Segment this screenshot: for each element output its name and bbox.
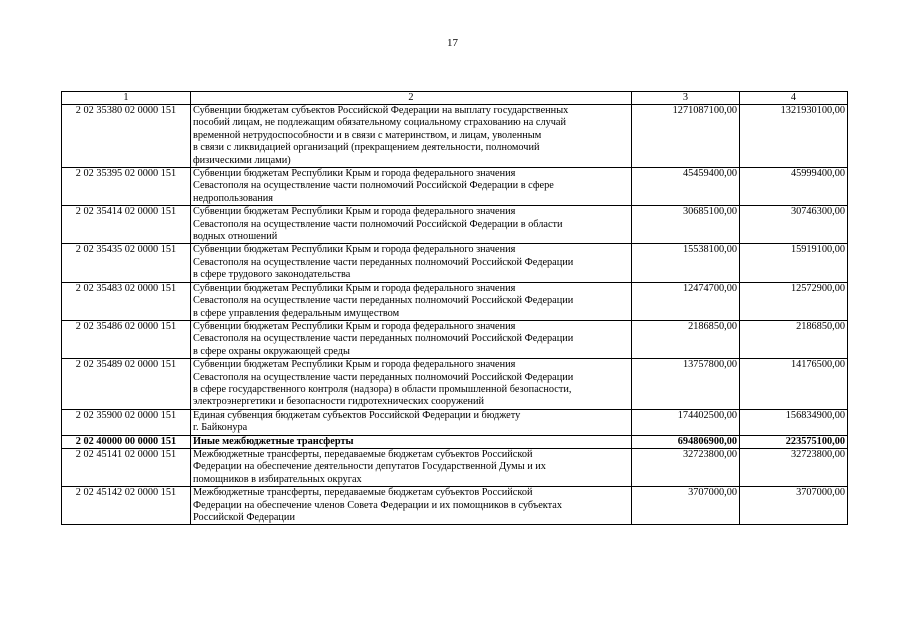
row-value-2: 30746300,00 (740, 206, 848, 244)
row-value-2: 32723800,00 (740, 448, 848, 486)
row-value-2: 223575100,00 (740, 435, 848, 448)
row-name: Субвенции бюджетам Республики Крым и города федерального значения Севастополя на осуществление части переданных полномочий Российской Федерации в сфере трудового законодательства (191, 244, 632, 282)
column-header-name: 2 (191, 92, 632, 105)
table-header-row (62, 92, 848, 105)
row-value-2: 3707000,00 (740, 487, 848, 525)
row-code: 2 02 35900 02 0000 151 (62, 409, 191, 435)
row-value-1: 13757800,00 (632, 359, 740, 410)
row-name: Субвенции бюджетам Республики Крым и города федерального значения Севастополя на осуществление части полномочий Российской Федерации в сфере недропользования (191, 168, 632, 206)
table-row (62, 168, 848, 206)
page-number: 17 (447, 37, 458, 49)
row-value-2: 14176500,00 (740, 359, 848, 410)
row-name: Субвенции бюджетам субъектов Российской Федерации на выплату государственных пособий лицам, не подлежащим обязательному социальному страхованию на случай временной нетрудоспособности и в связи с материнством, и лицам, уволенным в связи с ликвидацией организаций (прекращением деятельности, полномочий физическими лицами) (191, 105, 632, 168)
table-row (62, 105, 848, 168)
row-code: 2 02 35395 02 0000 151 (62, 168, 191, 206)
row-name: Межбюджетные трансферты, передаваемые бюджетам субъектов Российской Федерации на обеспечение деятельности депутатов Государственной Думы и их помощников в избирательных округах (191, 448, 632, 486)
row-value-1: 15538100,00 (632, 244, 740, 282)
table-row (62, 448, 848, 486)
row-name: Субвенции бюджетам Республики Крым и города федерального значения Севастополя на осуществление части полномочий Российской Федерации в области водных отношений (191, 206, 632, 244)
row-name: Субвенции бюджетам Республики Крым и города федерального значения Севастополя на осуществление части переданных полномочий Российской Федерации в сфере управления федеральным имуществом (191, 282, 632, 320)
row-value-2: 15919100,00 (740, 244, 848, 282)
row-code: 2 02 35483 02 0000 151 (62, 282, 191, 320)
table-row (62, 320, 848, 358)
row-code: 2 02 45141 02 0000 151 (62, 448, 191, 486)
column-header-value-1: 3 (632, 92, 740, 105)
row-name: Межбюджетные трансферты, передаваемые бюджетам субъектов Российской Федерации на обеспечение членов Совета Федерации и их помощников в субъектах Российской Федерации (191, 487, 632, 525)
row-value-1: 2186850,00 (632, 320, 740, 358)
row-value-2: 2186850,00 (740, 320, 848, 358)
row-code: 2 02 45142 02 0000 151 (62, 487, 191, 525)
row-value-1: 12474700,00 (632, 282, 740, 320)
row-code: 2 02 40000 00 0000 151 (62, 435, 191, 448)
row-code: 2 02 35414 02 0000 151 (62, 206, 191, 244)
row-value-1: 174402500,00 (632, 409, 740, 435)
table-row (62, 244, 848, 282)
row-value-2: 1321930100,00 (740, 105, 848, 168)
row-code: 2 02 35435 02 0000 151 (62, 244, 191, 282)
row-code: 2 02 35380 02 0000 151 (62, 105, 191, 168)
row-name: Единая субвенция бюджетам субъектов Российской Федерации и бюджету г. Байконура (191, 409, 632, 435)
table-row (62, 206, 848, 244)
row-value-2: 45999400,00 (740, 168, 848, 206)
row-code: 2 02 35489 02 0000 151 (62, 359, 191, 410)
row-value-1: 32723800,00 (632, 448, 740, 486)
row-name: Иные межбюджетные трансферты (191, 435, 632, 448)
row-value-2: 156834900,00 (740, 409, 848, 435)
row-value-1: 30685100,00 (632, 206, 740, 244)
table-row (62, 282, 848, 320)
row-name: Субвенции бюджетам Республики Крым и города федерального значения Севастополя на осуществление части переданных полномочий Российской Федерации в сфере охраны окружающей среды (191, 320, 632, 358)
column-header-value-2: 4 (740, 92, 848, 105)
table-body (62, 105, 848, 525)
row-value-2: 12572900,00 (740, 282, 848, 320)
table-row (62, 359, 848, 410)
row-name: Субвенции бюджетам Республики Крым и города федерального значения Севастополя на осуществление части переданных полномочий Российской Федерации в сфере государственного контроля (надзора) в области промышленной безопасности, электроэнергетики и безопасности гидротехнических сооружений (191, 359, 632, 410)
row-value-1: 3707000,00 (632, 487, 740, 525)
table-row-total (62, 435, 848, 448)
column-header-code: 1 (62, 92, 191, 105)
row-value-1: 694806900,00 (632, 435, 740, 448)
table-row (62, 409, 848, 435)
row-value-1: 1271087100,00 (632, 105, 740, 168)
table-row (62, 487, 848, 525)
budget-table (61, 91, 848, 525)
row-value-1: 45459400,00 (632, 168, 740, 206)
row-code: 2 02 35486 02 0000 151 (62, 320, 191, 358)
